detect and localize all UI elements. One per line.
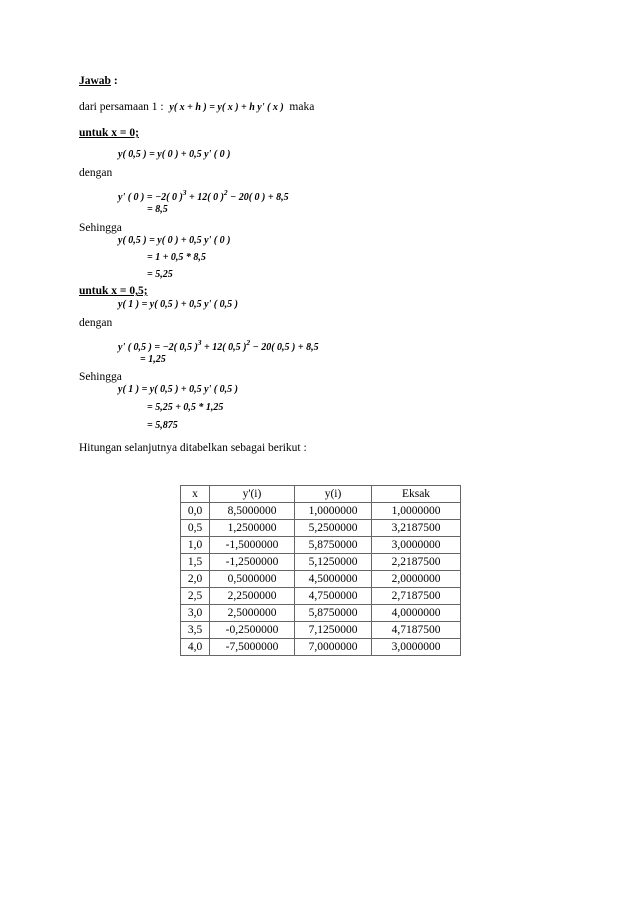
results-table xyxy=(180,485,461,656)
step2-result-line-2: = 5,25 + 0,5 * 1,25 xyxy=(147,402,224,413)
step2-heading: untuk x = 0,5; xyxy=(79,285,148,297)
cell-y: 5,8750000 xyxy=(295,537,372,554)
table-row xyxy=(181,571,461,588)
cell-eksak: 3,2187500 xyxy=(372,520,461,537)
step2-deriv-part-b: + 12( 0,5 ) xyxy=(201,342,247,353)
step1-derivative-result: = 8,5 xyxy=(147,204,168,215)
step2-result-line-3: = 5,875 xyxy=(147,420,178,431)
cell-eksak: 2,2187500 xyxy=(372,554,461,571)
cell-y-prime: 8,5000000 xyxy=(210,503,295,520)
cell-y: 5,1250000 xyxy=(295,554,372,571)
heading-jawab-colon: : xyxy=(110,75,118,87)
cell-eksak: 2,0000000 xyxy=(372,571,461,588)
header-eksak: Eksak xyxy=(372,486,461,503)
cell-y-prime: 1,2500000 xyxy=(210,520,295,537)
cell-x: 0,0 xyxy=(181,503,210,520)
cell-eksak: 3,0000000 xyxy=(372,639,461,656)
header-y: y(i) xyxy=(295,486,372,503)
table-row xyxy=(181,503,461,520)
header-y-prime: y'(i) xyxy=(210,486,295,503)
cell-x: 1,0 xyxy=(181,537,210,554)
step2-deriv-part-c: − 20( 0,5 ) + 8,5 xyxy=(250,342,319,353)
heading-jawab xyxy=(79,74,118,88)
step1-deriv-exponent-3: 3 xyxy=(182,188,187,197)
step1-deriv-part-c: − 20( 0 ) + 8,5 xyxy=(227,192,289,203)
cell-eksak: 3,0000000 xyxy=(372,537,461,554)
intro-prefix: dari persamaan 1 : xyxy=(79,101,164,113)
cell-x: 3,0 xyxy=(181,605,210,622)
cell-eksak: 1,0000000 xyxy=(372,503,461,520)
cell-y-prime: -1,2500000 xyxy=(210,554,295,571)
cell-y-prime: 0,5000000 xyxy=(210,571,295,588)
step1-result-line-2: = 1 + 0,5 * 8,5 xyxy=(147,252,206,263)
cell-y: 1,0000000 xyxy=(295,503,372,520)
intro-line xyxy=(79,100,314,115)
table-header-row xyxy=(181,486,461,503)
cell-y: 7,1250000 xyxy=(295,622,372,639)
step2-deriv-part-a: y' ( 0,5 ) = −2( 0,5 ) xyxy=(118,342,198,353)
closing-text: Hitungan selanjutnya ditabelkan sebagai berikut : xyxy=(79,442,307,454)
cell-y-prime: -1,5000000 xyxy=(210,537,295,554)
cell-y: 7,0000000 xyxy=(295,639,372,656)
table-row xyxy=(181,588,461,605)
step1-result-line-3: = 5,25 xyxy=(147,269,173,280)
cell-y: 4,5000000 xyxy=(295,571,372,588)
cell-eksak: 4,0000000 xyxy=(372,605,461,622)
step1-derivative xyxy=(118,186,289,205)
step2-result-line-1: y( 1 ) = y( 0,5 ) + 0,5 y' ( 0,5 ) xyxy=(118,384,238,395)
cell-y-prime: 2,2500000 xyxy=(210,588,295,605)
cell-y-prime: -0,2500000 xyxy=(210,622,295,639)
cell-x: 2,5 xyxy=(181,588,210,605)
intro-equation: y( x + h ) = y( x ) + h y' ( x ) xyxy=(169,102,284,113)
step2-deriv-exponent-2: 2 xyxy=(246,338,251,347)
cell-eksak: 2,7187500 xyxy=(372,588,461,605)
step2-derivative-result: = 1,25 xyxy=(140,354,166,365)
step2-deriv-exponent-3: 3 xyxy=(197,338,202,347)
step1-deriv-part-a: y' ( 0 ) = −2( 0 ) xyxy=(118,192,183,203)
cell-y: 4,7500000 xyxy=(295,588,372,605)
table-row xyxy=(181,537,461,554)
table-row xyxy=(181,520,461,537)
step1-deriv-part-b: + 12( 0 ) xyxy=(186,192,224,203)
table-row xyxy=(181,622,461,639)
cell-x: 0,5 xyxy=(181,520,210,537)
header-x: x xyxy=(181,486,210,503)
table-row xyxy=(181,639,461,656)
step2-dengan: dengan xyxy=(79,317,113,329)
table-row xyxy=(181,605,461,622)
step2-equation: y( 1 ) = y( 0,5 ) + 0,5 y' ( 0,5 ) xyxy=(118,299,238,310)
step1-dengan: dengan xyxy=(79,167,113,179)
cell-x: 3,5 xyxy=(181,622,210,639)
cell-y: 5,2500000 xyxy=(295,520,372,537)
step1-equation: y( 0,5 ) = y( 0 ) + 0,5 y' ( 0 ) xyxy=(118,149,231,160)
cell-y-prime: -7,5000000 xyxy=(210,639,295,656)
step2-sehingga: Sehingga xyxy=(79,371,122,383)
intro-suffix: maka xyxy=(289,101,315,113)
step1-heading: untuk x = 0; xyxy=(79,127,139,139)
step1-sehingga: Sehingga xyxy=(79,222,122,234)
heading-jawab-text: Jawab xyxy=(79,75,111,87)
cell-y: 5,8750000 xyxy=(295,605,372,622)
step1-result-line-1: y( 0,5 ) = y( 0 ) + 0,5 y' ( 0 ) xyxy=(118,235,231,246)
cell-x: 4,0 xyxy=(181,639,210,656)
cell-eksak: 4,7187500 xyxy=(372,622,461,639)
table-row xyxy=(181,554,461,571)
cell-x: 2,0 xyxy=(181,571,210,588)
cell-x: 1,5 xyxy=(181,554,210,571)
cell-y-prime: 2,5000000 xyxy=(210,605,295,622)
step1-deriv-exponent-2: 2 xyxy=(223,188,228,197)
